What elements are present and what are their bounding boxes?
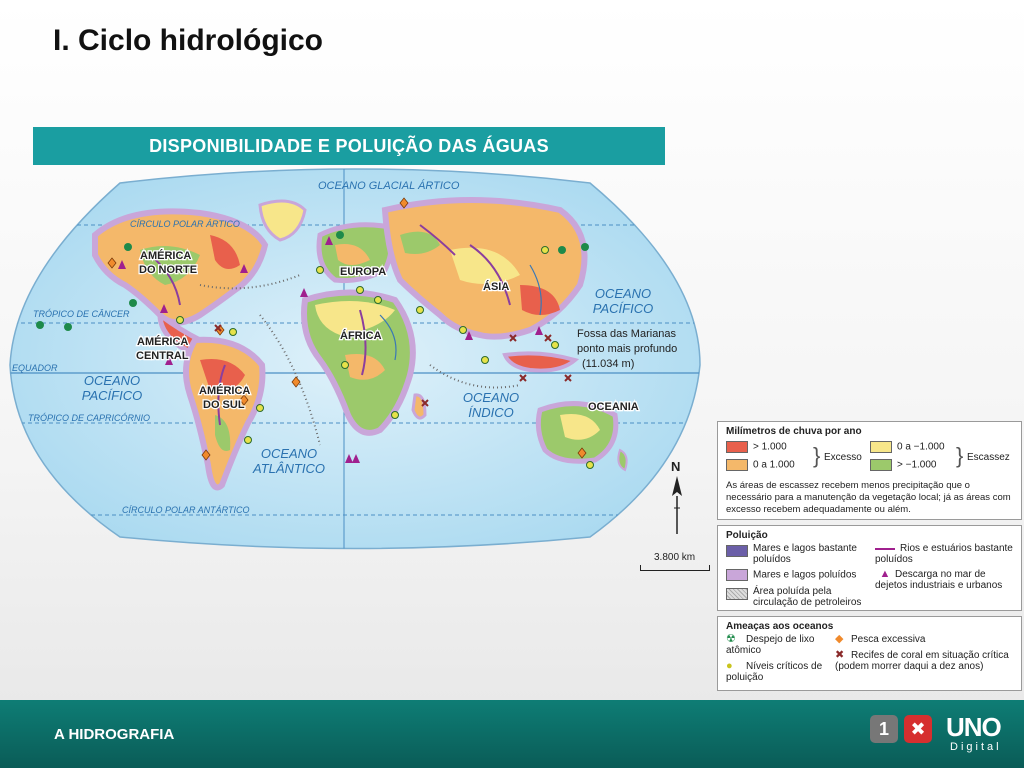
logo-uno: UNO [946, 712, 1001, 742]
oceans-legend [717, 616, 1022, 691]
label-north-america-1: AMÉRICA [140, 250, 192, 262]
coral-reef-icon: ✖ [835, 649, 845, 661]
nuclear-icon: ☢ [726, 633, 736, 645]
label-atlantic-1: OCEANO [260, 446, 318, 461]
label-africa: ÁFRICA [340, 330, 382, 342]
rain-note: As áreas de escassez recebem menos precipitação que o necessário para a manutenção da vegetação local; já as áreas com excesso recebem adequadamente ou além. [726, 480, 1011, 515]
label-tropic-cancer: TRÓPICO DE CÂNCER [33, 309, 130, 319]
label-asia: ÁSIA [483, 281, 510, 293]
label-south-america-2: DO SUL [203, 399, 245, 411]
oce-critical: ● Níveis críticos de poluição [726, 660, 823, 683]
rain-scarcity-label: Escassez [967, 452, 1010, 463]
critical-pollution-icon: ● [726, 660, 733, 672]
label-oceania: OCEANIA [588, 401, 639, 413]
label-arctic: OCEANO GLACIAL ÁRTICO [318, 180, 460, 192]
oce-fishing: ◆ Pesca excessiva [835, 633, 926, 645]
fishing-icon: ◆ [835, 633, 844, 645]
oce-nuclear: ☢ Despejo de lixo atômico [726, 633, 815, 656]
label-mariana-1: Fossa das Marianas [577, 328, 677, 340]
label-equator: EQUADOR [12, 363, 58, 373]
discharge-icon: ▲ [879, 568, 891, 580]
label-europe: EUROPA [340, 266, 387, 278]
scale-label: 3.800 km [654, 552, 696, 563]
label-central-america-1: AMÉRICA [137, 336, 189, 348]
footer-bar [0, 700, 1024, 768]
label-tropic-capricorn: TRÓPICO DE CAPRICÓRNIO [28, 413, 151, 423]
label-south-america-1: AMÉRICA [199, 385, 251, 397]
label-pacific-e-2: PACÍFICO [592, 301, 654, 316]
label-pacific-w-2: PACÍFICO [81, 388, 143, 403]
pollution-legend [717, 525, 1022, 611]
label-pacific-w-1: OCEANO [83, 373, 141, 388]
rain-item-4: > −1.000 [870, 459, 936, 471]
logo-x-icon: ✖ [904, 715, 932, 743]
rain-brace-scarcity: } [956, 443, 964, 468]
label-atlantic-2: ATLÂNTICO [253, 461, 325, 476]
label-pacific-e-1: OCEANO [594, 286, 652, 301]
compass-letter: N [671, 459, 681, 474]
logo-one-icon: 1 [870, 715, 898, 743]
label-indian-1: OCEANO [462, 390, 520, 405]
oce-reefs: ✖ Recifes de coral em situação crítica (podem morrer daqui a dez anos) [835, 649, 1009, 672]
rain-item-2: 0 a 1.000 [726, 459, 795, 471]
pol-oil: Área poluída pela circulação de petroleiros [726, 586, 871, 608]
rain-item-3: 0 a −1.000 [870, 441, 945, 453]
label-mariana-3: (11.034 m) [582, 358, 635, 370]
label-central-america-2: CENTRAL [136, 350, 189, 362]
pol-discharge: ▲ Descarga no mar de dejetos industriais e urbanos [875, 568, 1003, 591]
map-banner: DISPONIBILIDADE E POLUIÇÃO DAS ÁGUAS [33, 127, 665, 165]
pol-seas: Mares e lagos poluídos [726, 569, 866, 581]
logo-digital: Digital [950, 741, 1002, 753]
scale-bar [640, 552, 710, 571]
world-map [0, 165, 712, 560]
rain-item-1: > 1.000 [726, 441, 787, 453]
oceans-legend-title: Ameaças aos oceanos [726, 621, 834, 632]
label-polar-s: CÍRCULO POLAR ANTÁRTICO [122, 505, 250, 515]
rain-excess-label: Excesso [824, 452, 862, 463]
rain-brace-excess: } [813, 443, 821, 468]
pol-seas-heavy: Mares e lagos bastante poluídos [726, 543, 866, 565]
pol-rivers: Rios e estuários bastante poluídos [875, 543, 1013, 565]
label-north-america-2: DO NORTE [139, 264, 198, 276]
rain-legend-title: Milímetros de chuva por ano [726, 426, 862, 437]
rain-legend [717, 421, 1022, 520]
compass-rose [665, 458, 689, 538]
slide-title: I. Ciclo hidrológico [53, 24, 323, 57]
footer-title: A HIDROGRAFIA [54, 726, 175, 743]
pollution-legend-title: Poluição [726, 530, 768, 541]
label-indian-2: ÍNDICO [468, 405, 514, 420]
label-mariana-2: ponto mais profundo [577, 343, 678, 355]
label-polar-n: CÍRCULO POLAR ÁRTICO [130, 219, 240, 229]
